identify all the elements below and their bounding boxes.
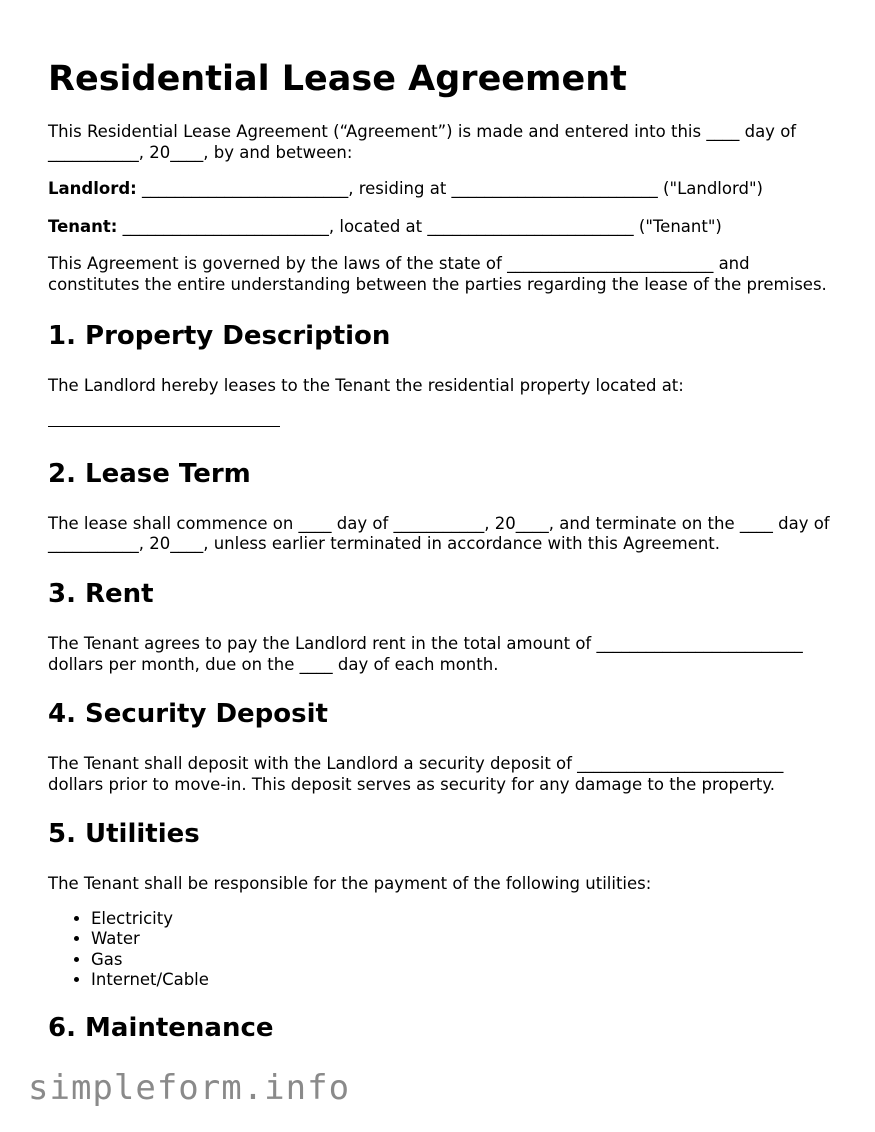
section-heading-maintenance: 6. Maintenance	[48, 1012, 274, 1043]
section-heading-property: 1. Property Description	[48, 321, 391, 351]
section-heading-deposit: 4. Security Deposit	[48, 699, 328, 730]
tenant-label: Tenant:	[48, 216, 118, 236]
landlord-line	[48, 179, 838, 200]
list-item: • Electricity	[91, 909, 838, 930]
document-page	[48, 58, 838, 1044]
page-title: Residential Lease Agreement	[48, 59, 627, 99]
list-item: • Gas	[91, 950, 838, 971]
section-heading-rent: 3. Rent	[48, 578, 154, 609]
list-item: • Water	[91, 929, 838, 950]
intro-paragraph: This Residential Lease Agreement (“Agreement”) is made and entered into this ____ day of ___________, 20____, by and between:	[48, 122, 797, 162]
property-address-blank	[48, 425, 280, 427]
landlord-label: Landlord:	[48, 179, 137, 198]
list-item: • Internet/Cable	[91, 970, 838, 991]
tenant-line	[48, 217, 838, 238]
section-heading-term: 2. Lease Term	[48, 458, 251, 489]
section-text-rent: The Tenant agrees to pay the Landlord rent in the total amount of _________________________ dollars per month, due on the ____ day of each month.	[48, 634, 803, 674]
tenant-fields: _________________________, located at _________________________ ("Tenant")	[117, 216, 722, 236]
section-heading-utilities: 5. Utilities	[48, 819, 200, 850]
section-text-property: The Landlord hereby leases to the Tenant the residential property located at:	[48, 376, 684, 396]
section-text-term: The lease shall commence on ____ day of ___________, 20____, and terminate on the ____ day of ___________, 20____, unless earlier terminated in accordance with this Agreement.	[48, 513, 830, 554]
governing-law-paragraph: This Agreement is governed by the laws of the state of _________________________ and constitutes the entire understanding between the parties regarding the lease of the premises.	[48, 254, 827, 294]
section-text-utilities: The Tenant shall be responsible for the payment of the following utilities:	[48, 874, 652, 894]
watermark: simpleform.info	[28, 1068, 351, 1108]
landlord-fields: _________________________, residing at _________________________ ("Landlord")	[136, 179, 763, 198]
utilities-list	[48, 909, 838, 991]
section-text-deposit: The Tenant shall deposit with the Landlord a security deposit of _________________________ dollars prior to move-in. This deposit serves as security for any damage to the property.	[48, 754, 784, 794]
